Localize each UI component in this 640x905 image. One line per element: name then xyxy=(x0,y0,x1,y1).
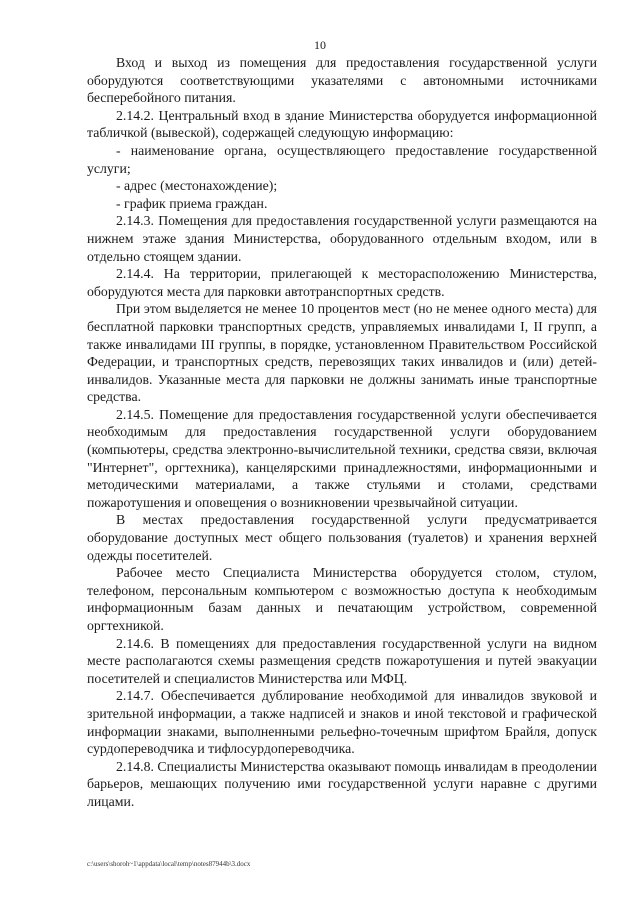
paragraph: 2.14.5. Помещение для предоставления государственной услуги обеспечивается необходимым для предоставления государственной услуги оборудованием (компьютеры, средства электронно-вычислительной техники, средства связи, включая "Интернет", оргтехника), канцелярскими принадлежностями, информационными и методическими материалами, а также стульями и столами, средствами пожаротушения и оповещения о возникновении чрезвычайной ситуации. xyxy=(87,406,597,510)
paragraph: Рабочее место Специалиста Министерства оборудуется столом, стулом, телефоном, персональным компьютером с возможностью доступа к необходимым информационным базам данных и печатающим устройством, современной оргтехникой. xyxy=(87,565,597,633)
list-item: - наименование органа, осуществляющего предоставление государственной услуги; xyxy=(87,142,597,176)
paragraph: 2.14.8. Специалисты Министерства оказывают помощь инвалидам в преодолении барьеров, мешающих получению ими государственной услуги наравне с другими лицами. xyxy=(87,758,597,809)
list-item: - адрес (местонахождение); xyxy=(116,178,278,194)
footer-file-path: c:\users\shoroh~1\appdata\local\temp\notes87944b\3.docx xyxy=(87,860,251,868)
paragraph: В местах предоставления государственной услуги предусматривается оборудование доступных мест общего пользования (туалетов) и хранения верхней одежды посетителей. xyxy=(87,512,597,563)
paragraph: 2.14.4. На территории, прилегающей к месторасположению Министерства, оборудуются места для парковки автотранспортных средств. xyxy=(87,266,597,299)
page-number: 10 xyxy=(314,38,326,52)
document-body xyxy=(87,54,597,811)
paragraph: 2.14.3. Помещения для предоставления государственной услуги размещаются на нижнем этаже здания Министерства, оборудованного отдельным входом, или в отдельно стоящем здании. xyxy=(87,213,597,264)
list-item: - график приема граждан. xyxy=(116,195,268,211)
paragraph: При этом выделяется не менее 10 процентов мест (но не менее одного места) для бесплатной парковки транспортных средств, управляемых инвалидами I, II групп, а также инвалидами III группы, в порядке, установленном Правительством Российской Федерации, и транспортных средств, перевозящих таких инвалидов и (или) детей-инвалидов. Указанные места для парковки не должны занимать иные транспортные средства. xyxy=(87,301,597,405)
paragraph: 2.14.2. Центральный вход в здание Министерства оборудуется информационной табличкой (вывеской), содержащей следующую информацию: xyxy=(87,107,597,141)
paragraph: 2.14.6. В помещениях для предоставления государственной услуги на видном месте располагаются схемы размещения средств пожаротушения и путей эвакуации посетителей и специалистов Министерства или МФЦ. xyxy=(87,635,597,686)
paragraph: 2.14.7. Обеспечивается дублирование необходимой для инвалидов звуковой и зрительной информации, а также надписей и знаков и иной текстовой и графической информации знаками, выполненными рельефно-точечным шрифтом Брайля, допуск сурдопереводчика и тифлосурдопереводчика. xyxy=(87,688,597,757)
paragraph: Вход и выход из помещения для предоставления государственной услуги оборудуются соответствующими указателями с автономными источниками бесперебойного питания. xyxy=(87,55,597,106)
